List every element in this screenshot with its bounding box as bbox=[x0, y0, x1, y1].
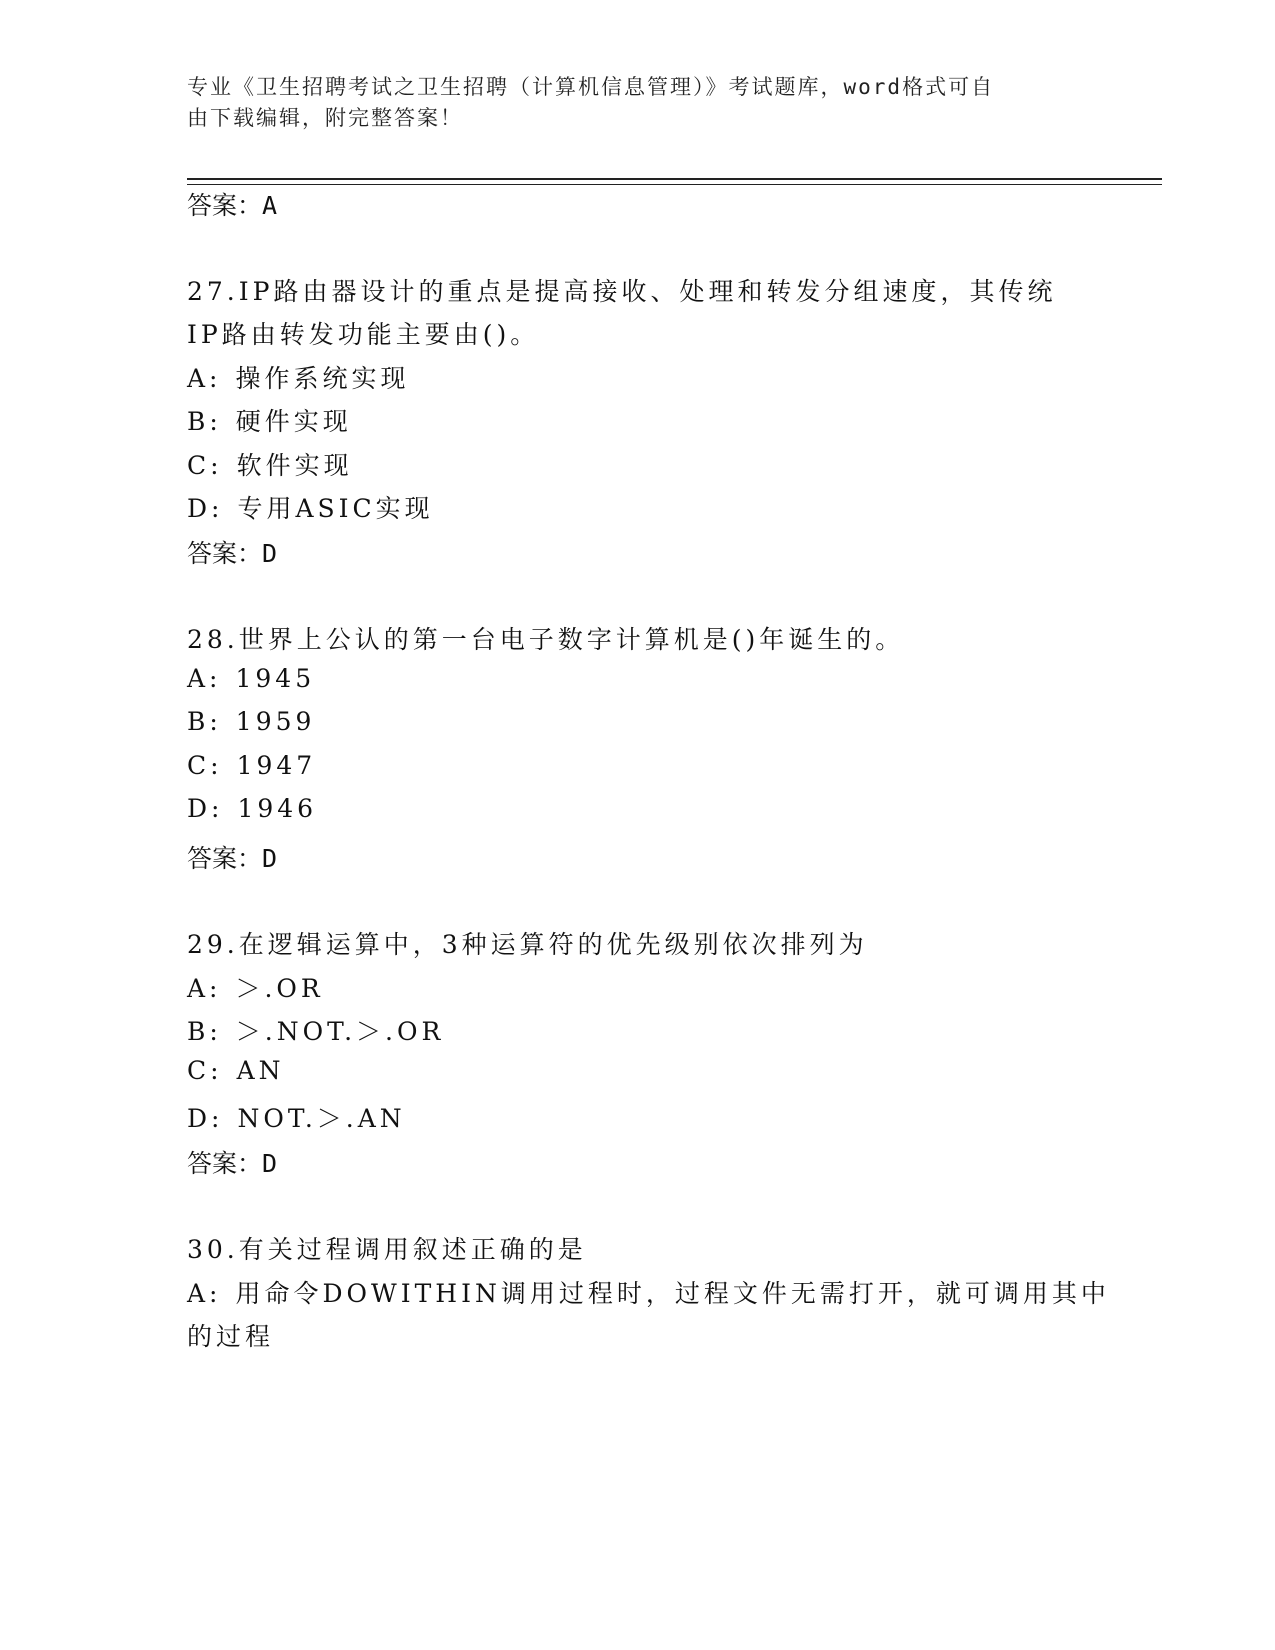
option-letter: D: bbox=[187, 794, 224, 823]
answer-label: 答案： bbox=[187, 539, 263, 568]
option-c bbox=[187, 751, 1067, 780]
question-27-line-1: 27.IP路由器设计的重点是提高接收、处理和转发分组速度，其传统 bbox=[187, 277, 1057, 306]
option-letter: A: bbox=[187, 1279, 222, 1308]
answer-line bbox=[187, 839, 277, 875]
answer-value: D bbox=[262, 539, 278, 568]
option-letter: A: bbox=[187, 664, 222, 693]
option-text: 1959 bbox=[235, 707, 316, 736]
option-text: 1947 bbox=[236, 751, 317, 780]
option-d bbox=[187, 1099, 1067, 1135]
question-30-line-1: 30.有关过程调用叙述正确的是 bbox=[187, 1235, 587, 1264]
option-a bbox=[187, 1274, 1110, 1310]
answer-line bbox=[187, 534, 277, 570]
option-a bbox=[187, 359, 1067, 395]
option-letter: B: bbox=[187, 407, 222, 436]
option-d bbox=[187, 489, 1067, 525]
option-a bbox=[187, 969, 1067, 1005]
option-b bbox=[187, 1012, 1067, 1048]
option-text: 1945 bbox=[235, 664, 316, 693]
option-text: 硬件实现 bbox=[235, 407, 352, 436]
question-29-line-1: 29.在逻辑运算中，3种运算符的优先级别依次排列为 bbox=[187, 930, 868, 959]
header-rule-thin bbox=[187, 184, 1162, 185]
option-letter: C: bbox=[187, 451, 223, 480]
option-text: 操作系统实现 bbox=[235, 364, 410, 393]
option-text: 专用ASIC实现 bbox=[237, 494, 434, 523]
option-a-continuation: 的过程 bbox=[187, 1322, 275, 1351]
document-header bbox=[187, 72, 1067, 134]
answer-label: 答案： bbox=[187, 844, 263, 873]
option-letter: D: bbox=[187, 494, 224, 523]
option-letter: D: bbox=[187, 1104, 224, 1133]
option-letter: C: bbox=[187, 1056, 223, 1085]
answer-line bbox=[187, 186, 277, 222]
option-text: NOT.＞.AN bbox=[237, 1104, 406, 1133]
answer-label: 答案： bbox=[187, 1149, 263, 1178]
option-b bbox=[187, 707, 1067, 736]
option-text: 用命令DOWITHIN调用过程时，过程文件无需打开，就可调用其中 bbox=[235, 1279, 1110, 1308]
option-text: ＞.NOT.＞.OR bbox=[235, 1017, 445, 1046]
answer-value: D bbox=[262, 844, 278, 873]
option-d bbox=[187, 794, 1067, 823]
option-letter: A: bbox=[187, 974, 222, 1003]
option-letter: B: bbox=[187, 707, 222, 736]
answer-label: 答案： bbox=[187, 191, 263, 220]
question-27-line-2: IP路由转发功能主要由()。 bbox=[187, 320, 540, 349]
header-rule-thick bbox=[187, 178, 1162, 180]
question-28-line-1: 28.世界上公认的第一台电子数字计算机是()年诞生的。 bbox=[187, 625, 905, 654]
header-line-1: 专业《卫生招聘考试之卫生招聘（计算机信息管理）》考试题库，word格式可自 bbox=[187, 75, 995, 99]
option-text: ＞.OR bbox=[235, 974, 324, 1003]
option-c bbox=[187, 446, 1067, 482]
option-a bbox=[187, 664, 1067, 693]
option-text: 1946 bbox=[237, 794, 318, 823]
option-text: AN bbox=[236, 1056, 285, 1085]
option-b bbox=[187, 402, 1067, 438]
option-letter: B: bbox=[187, 1017, 222, 1046]
option-c bbox=[187, 1056, 1067, 1085]
answer-value: D bbox=[262, 1149, 278, 1178]
option-letter: A: bbox=[187, 364, 222, 393]
option-text: 软件实现 bbox=[236, 451, 353, 480]
header-line-2: 由下载编辑，附完整答案！ bbox=[187, 106, 463, 130]
answer-value: A bbox=[262, 191, 278, 220]
option-letter: C: bbox=[187, 751, 223, 780]
answer-line bbox=[187, 1144, 277, 1180]
